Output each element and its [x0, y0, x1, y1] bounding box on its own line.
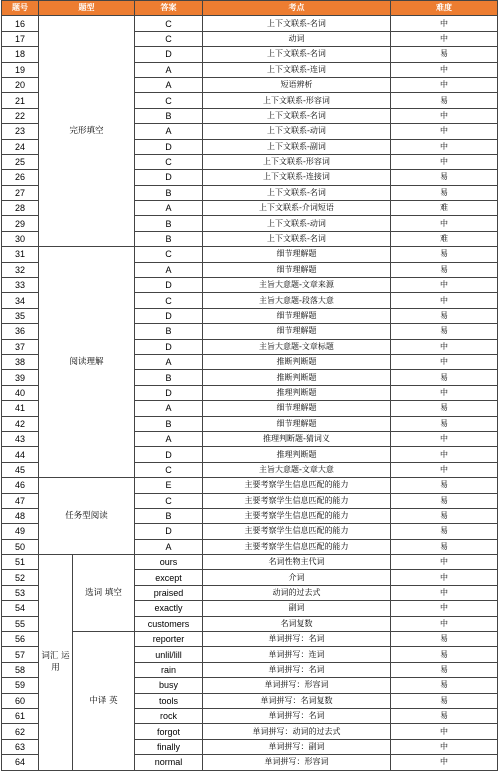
question-number: 45: [2, 462, 39, 477]
level-cell: 中: [391, 601, 498, 616]
question-number: 37: [2, 339, 39, 354]
table-row: [2, 632, 498, 647]
level-cell: 中: [391, 278, 498, 293]
level-cell: 易: [391, 708, 498, 723]
header-type: 题型: [39, 1, 135, 16]
point-cell: 推理判断题-猜词义: [203, 431, 391, 446]
question-number: 59: [2, 678, 39, 693]
level-cell: 中: [391, 16, 498, 31]
level-cell: 易: [391, 47, 498, 62]
answer-cell: rock: [135, 708, 203, 723]
answer-cell: tools: [135, 693, 203, 708]
point-cell: 名词复数: [203, 616, 391, 631]
level-cell: 易: [391, 170, 498, 185]
level-cell: 易: [391, 662, 498, 677]
question-number: 41: [2, 401, 39, 416]
header-number: 题号: [2, 1, 39, 16]
point-cell: 上下文联系-连接词: [203, 170, 391, 185]
answer-cell: A: [135, 62, 203, 77]
answer-cell: reporter: [135, 632, 203, 647]
question-number: 18: [2, 47, 39, 62]
point-cell: 主旨大意题-文章标题: [203, 339, 391, 354]
point-cell: 主要考察学生信息匹配的能力: [203, 493, 391, 508]
table-row: [2, 16, 498, 31]
group-translation: 中译 英: [73, 632, 135, 771]
level-cell: 中: [391, 124, 498, 139]
point-cell: 动词: [203, 31, 391, 46]
answer-cell: C: [135, 93, 203, 108]
header-answer: 答案: [135, 1, 203, 16]
question-number: 49: [2, 524, 39, 539]
point-cell: 上下文联系-形容词: [203, 154, 391, 169]
group-reading: 阅读理解: [39, 247, 135, 478]
level-cell: 易: [391, 632, 498, 647]
question-number: 52: [2, 570, 39, 585]
answer-cell: B: [135, 370, 203, 385]
question-number: 46: [2, 478, 39, 493]
level-cell: 易: [391, 678, 498, 693]
question-number: 32: [2, 262, 39, 277]
level-cell: 易: [391, 416, 498, 431]
point-cell: 上下文联系-副词: [203, 139, 391, 154]
answer-cell: A: [135, 401, 203, 416]
question-number: 33: [2, 278, 39, 293]
question-number: 51: [2, 555, 39, 570]
answer-cell: rain: [135, 662, 203, 677]
level-cell: 易: [391, 324, 498, 339]
level-cell: 难: [391, 201, 498, 216]
point-cell: 单词拼写：连词: [203, 647, 391, 662]
level-cell: 中: [391, 616, 498, 631]
point-cell: 主旨大意题-文章来源: [203, 278, 391, 293]
question-number: 42: [2, 416, 39, 431]
point-cell: 细节理解题: [203, 401, 391, 416]
level-cell: 中: [391, 354, 498, 369]
point-cell: 单词拼写：形容词: [203, 755, 391, 770]
level-cell: 易: [391, 493, 498, 508]
level-cell: 易: [391, 478, 498, 493]
table-row: [2, 247, 498, 262]
point-cell: 单词拼写：副词: [203, 739, 391, 754]
point-cell: 单词拼写：名词: [203, 662, 391, 677]
question-number: 28: [2, 201, 39, 216]
point-cell: 上下文联系-形容词: [203, 93, 391, 108]
question-number: 48: [2, 508, 39, 523]
point-cell: 主要考察学生信息匹配的能力: [203, 478, 391, 493]
answer-cell: A: [135, 262, 203, 277]
table-row: [2, 555, 498, 570]
level-cell: 中: [391, 462, 498, 477]
question-number: 60: [2, 693, 39, 708]
answer-cell: D: [135, 385, 203, 400]
question-number: 40: [2, 385, 39, 400]
point-cell: 细节理解题: [203, 308, 391, 323]
answer-cell: A: [135, 539, 203, 554]
table-row: [2, 478, 498, 493]
table-body: [2, 16, 498, 770]
point-cell: 名词性物主代词: [203, 555, 391, 570]
question-number: 31: [2, 247, 39, 262]
answer-cell: normal: [135, 755, 203, 770]
point-cell: 上下文联系-名词: [203, 108, 391, 123]
answer-cell: C: [135, 462, 203, 477]
level-cell: 中: [391, 62, 498, 77]
answer-cell: B: [135, 216, 203, 231]
level-cell: 中: [391, 385, 498, 400]
answer-cell: A: [135, 354, 203, 369]
question-number: 57: [2, 647, 39, 662]
level-cell: 易: [391, 693, 498, 708]
question-number: 58: [2, 662, 39, 677]
group-word-choice: 选词 填空: [73, 555, 135, 632]
point-cell: 上下文联系-动词: [203, 216, 391, 231]
question-number: 20: [2, 77, 39, 92]
answer-cell: A: [135, 124, 203, 139]
question-number: 43: [2, 431, 39, 446]
group-vocab: 词汇 运用: [39, 555, 73, 770]
point-cell: 上下文联系-连词: [203, 62, 391, 77]
answer-table: [1, 0, 498, 771]
level-cell: 易: [391, 370, 498, 385]
question-number: 24: [2, 139, 39, 154]
level-cell: 中: [391, 585, 498, 600]
question-number: 63: [2, 739, 39, 754]
question-number: 62: [2, 724, 39, 739]
point-cell: 推断判断题: [203, 354, 391, 369]
level-cell: 中: [391, 431, 498, 446]
point-cell: 主要考察学生信息匹配的能力: [203, 524, 391, 539]
point-cell: 介词: [203, 570, 391, 585]
question-number: 27: [2, 185, 39, 200]
answer-cell: praised: [135, 585, 203, 600]
answer-cell: exactly: [135, 601, 203, 616]
question-number: 64: [2, 755, 39, 770]
level-cell: 中: [391, 339, 498, 354]
answer-cell: B: [135, 108, 203, 123]
level-cell: 易: [391, 524, 498, 539]
point-cell: 推理判断题: [203, 447, 391, 462]
level-cell: 中: [391, 555, 498, 570]
answer-cell: D: [135, 47, 203, 62]
point-cell: 单词拼写：形容词: [203, 678, 391, 693]
point-cell: 细节理解题: [203, 247, 391, 262]
level-cell: 中: [391, 216, 498, 231]
point-cell: 主要考察学生信息匹配的能力: [203, 508, 391, 523]
answer-cell: D: [135, 278, 203, 293]
level-cell: 中: [391, 154, 498, 169]
level-cell: 易: [391, 308, 498, 323]
point-cell: 副词: [203, 601, 391, 616]
question-number: 17: [2, 31, 39, 46]
level-cell: 易: [391, 93, 498, 108]
level-cell: 中: [391, 139, 498, 154]
question-number: 21: [2, 93, 39, 108]
question-number: 44: [2, 447, 39, 462]
question-number: 50: [2, 539, 39, 554]
point-cell: 细节理解题: [203, 416, 391, 431]
question-number: 47: [2, 493, 39, 508]
answer-cell: A: [135, 201, 203, 216]
question-number: 61: [2, 708, 39, 723]
answer-cell: unlil/lill: [135, 647, 203, 662]
level-cell: 中: [391, 293, 498, 308]
point-cell: 上下文联系-介词短语: [203, 201, 391, 216]
header-level: 难度: [391, 1, 498, 16]
point-cell: 单词拼写：名词复数: [203, 693, 391, 708]
point-cell: 动词的过去式: [203, 585, 391, 600]
group-task-reading: 任务型阅读: [39, 478, 135, 555]
answer-cell: C: [135, 293, 203, 308]
question-number: 19: [2, 62, 39, 77]
level-cell: 易: [391, 508, 498, 523]
level-cell: 中: [391, 724, 498, 739]
question-number: 30: [2, 231, 39, 246]
point-cell: 单词拼写：名词: [203, 708, 391, 723]
question-number: 39: [2, 370, 39, 385]
point-cell: 推理判断题: [203, 385, 391, 400]
answer-cell: C: [135, 493, 203, 508]
level-cell: 易: [391, 647, 498, 662]
answer-cell: finally: [135, 739, 203, 754]
answer-cell: B: [135, 231, 203, 246]
level-cell: 易: [391, 247, 498, 262]
level-cell: 中: [391, 447, 498, 462]
answer-cell: B: [135, 185, 203, 200]
answer-cell: B: [135, 508, 203, 523]
point-cell: 上下文联系-名词: [203, 16, 391, 31]
answer-cell: ours: [135, 555, 203, 570]
question-number: 35: [2, 308, 39, 323]
answer-cell: B: [135, 324, 203, 339]
point-cell: 上下文联系-名词: [203, 231, 391, 246]
question-number: 54: [2, 601, 39, 616]
level-cell: 易: [391, 401, 498, 416]
point-cell: 上下文联系-动词: [203, 124, 391, 139]
question-number: 26: [2, 170, 39, 185]
answer-cell: customers: [135, 616, 203, 631]
answer-cell: C: [135, 16, 203, 31]
level-cell: 难: [391, 231, 498, 246]
answer-cell: B: [135, 416, 203, 431]
answer-cell: C: [135, 154, 203, 169]
header-point: 考点: [203, 1, 391, 16]
question-number: 29: [2, 216, 39, 231]
answer-cell: D: [135, 339, 203, 354]
question-number: 38: [2, 354, 39, 369]
point-cell: 细节理解题: [203, 324, 391, 339]
level-cell: 中: [391, 108, 498, 123]
answer-cell: D: [135, 308, 203, 323]
point-cell: 短语辨析: [203, 77, 391, 92]
question-number: 53: [2, 585, 39, 600]
question-number: 25: [2, 154, 39, 169]
answer-cell: D: [135, 447, 203, 462]
answer-cell: A: [135, 77, 203, 92]
point-cell: 主要考察学生信息匹配的能力: [203, 539, 391, 554]
point-cell: 单词拼写：名词: [203, 632, 391, 647]
answer-cell: A: [135, 431, 203, 446]
answer-cell: E: [135, 478, 203, 493]
question-number: 23: [2, 124, 39, 139]
question-number: 55: [2, 616, 39, 631]
level-cell: 易: [391, 262, 498, 277]
question-number: 16: [2, 16, 39, 31]
answer-cell: D: [135, 524, 203, 539]
level-cell: 易: [391, 185, 498, 200]
question-number: 22: [2, 108, 39, 123]
header-row: [2, 1, 498, 16]
group-cloze: 完形填空: [39, 16, 135, 247]
point-cell: 上下文联系-名词: [203, 185, 391, 200]
point-cell: 主旨大意题-文章大意: [203, 462, 391, 477]
answer-cell: D: [135, 170, 203, 185]
question-number: 36: [2, 324, 39, 339]
answer-cell: except: [135, 570, 203, 585]
answer-cell: busy: [135, 678, 203, 693]
level-cell: 中: [391, 755, 498, 770]
point-cell: 上下文联系-名词: [203, 47, 391, 62]
answer-cell: D: [135, 139, 203, 154]
level-cell: 易: [391, 539, 498, 554]
answer-cell: C: [135, 247, 203, 262]
level-cell: 中: [391, 77, 498, 92]
point-cell: 细节理解题: [203, 262, 391, 277]
point-cell: 主旨大意题-段落大意: [203, 293, 391, 308]
level-cell: 中: [391, 31, 498, 46]
question-number: 34: [2, 293, 39, 308]
question-number: 56: [2, 632, 39, 647]
level-cell: 中: [391, 739, 498, 754]
point-cell: 单词拼写：动词的过去式: [203, 724, 391, 739]
level-cell: 中: [391, 570, 498, 585]
point-cell: 推断判断题: [203, 370, 391, 385]
answer-cell: forgot: [135, 724, 203, 739]
answer-cell: C: [135, 31, 203, 46]
